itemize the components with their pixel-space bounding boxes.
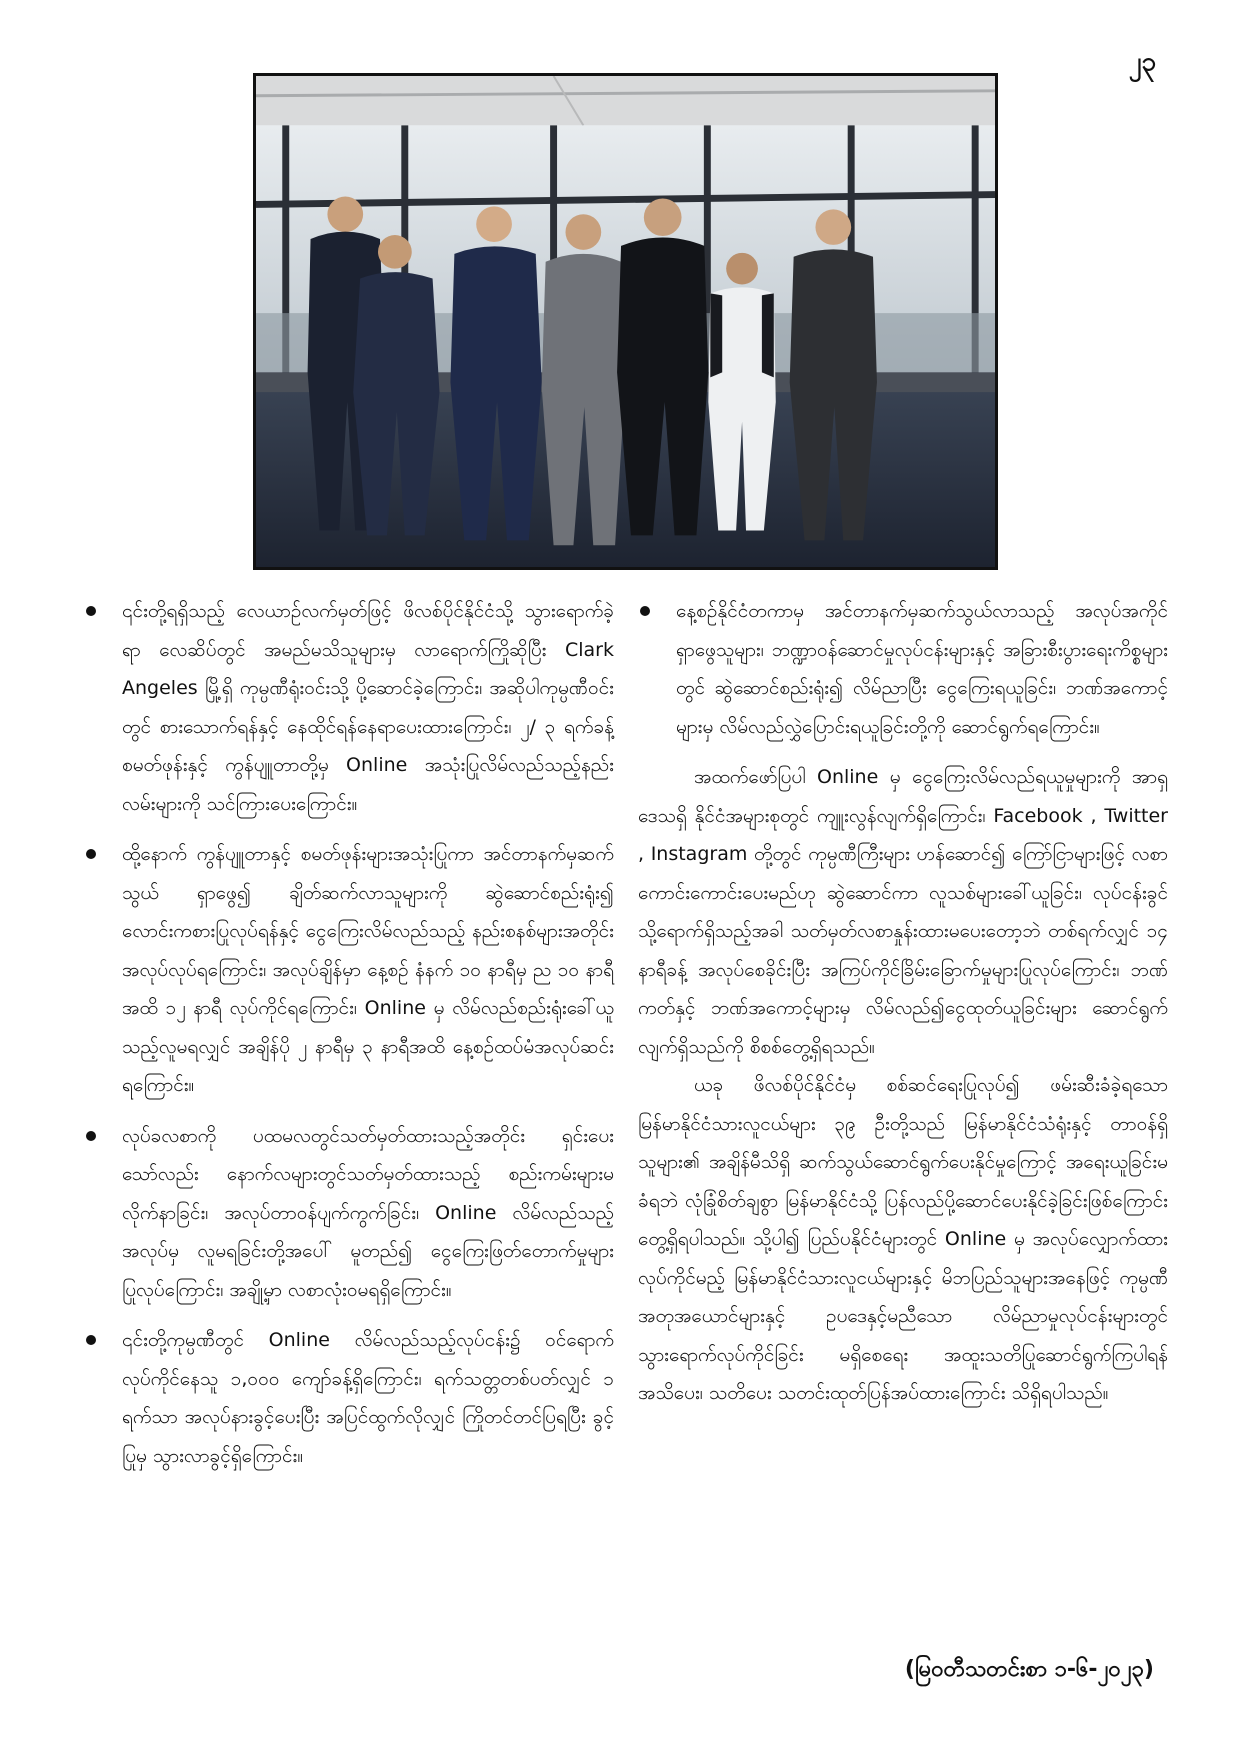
list-item: ထို့နောက် ကွန်ပျူတာနှင့် စမတ်ဖုန်းများအသုံးပြုကာ အင်တာနက်မှဆက်သွယ် ရှာဖွေ၍ ချိတ်ဆက်လာသူများကို ဆွဲဆောင်စည်းရုံး၍ လောင်းကစားပြုလုပ်ရန်နှင့် ငွေကြေးလိမ်လည်သည့် နည်းစနစ်များအတိုင်း အလုပ်လုပ်ရကြောင်း၊ အလုပ်ချိန်မှာ နေ့စဉ် နံနက် ၁၀ နာရီမှ ည ၁၀ နာရီအထိ ၁၂ နာရီ လုပ်ကိုင်ရကြောင်း၊ Online မှ လိမ်လည်စည်းရုံးခေါ်ယူသည့်လူမရလျှင် အချိန်ပို ၂ နာရီမှ ၃ နာရီအထိ နေ့စဉ်ထပ်မံအလုပ်ဆင်းရကြောင်း။ <box>84 835 614 1105</box>
list-item: ၎င်းတို့ရရှိသည့် လေယာဉ်လက်မှတ်ဖြင့် ဖိလစ်ပိုင်နိုင်ငံသို့ သွားရောက်ခဲ့ရာ လေဆိပ်တွင် အမည်မသိသူများမှ လာရောက်ကြိုဆိုပြီး Clark Angeles မြို့ရှိ ကုမ္ပဏီရုံးဝင်းသို့ ပို့ဆောင်ခဲ့ကြောင်း၊ အဆိုပါကုမ္ပဏီဝင်းတွင် စားသောက်ရန်နှင့် နေထိုင်ရန်နေရာပေးထားကြောင်း၊ ၂/ ၃ ရက်ခန့် စမတ်ဖုန်းနှင့် ကွန်ပျူတာတို့မှ Online အသုံးပြုလိမ်လည်သည့်နည်းလမ်းများကို သင်ကြားပေးကြောင်း။ <box>84 592 614 823</box>
source-citation: (မြဝတီသတင်းစာ ၁-၆-၂၀၂၃) <box>904 1657 1154 1682</box>
body-paragraph: အထက်ဖော်ပြပါ Online မှ ငွေကြေးလိမ်လည်ရယူမှုများကို အာရှဒေသရှိ နိုင်ငံအများစုတွင် ကျူးလွန်လျက်ရှိကြောင်း၊ Facebook , Twitter , Instagram တို့တွင် ကုမ္ပဏီကြီးများ ဟန်ဆောင်၍ ကြော်ငြာများဖြင့် လစာကောင်းကောင်းပေးမည်ဟု ဆွဲဆောင်ကာ လူသစ်များခေါ်ယူခြင်း၊ လုပ်ငန်းခွင်သို့ရောက်ရှိသည့်အခါ သတ်မှတ်လစာနှုန်းထားမပေးတော့ဘဲ တစ်ရက်လျှင် ၁၄ နာရီခန့် အလုပ်စေခိုင်းပြီး အကြပ်ကိုင်ခြိမ်းခြောက်မှုများပြုလုပ်ကြောင်း၊ ဘဏ်ကတ်နှင့် ဘဏ်အကောင့်များမှ လိမ်လည်၍ငွေထုတ်ယူခြင်းများ ဆောင်ရွက်လျက်ရှိသည်ကို စိစစ်တွေ့ရှိရသည်။ <box>638 766 1168 1058</box>
right-bullet-list <box>638 592 1168 746</box>
left-column <box>84 592 614 1487</box>
body-paragraph: ယခု ဖိလစ်ပိုင်နိုင်ငံမှ စစ်ဆင်ရေးပြုလုပ်၍ ဖမ်းဆီးခံခဲ့ရသော မြန်မာနိုင်ငံသားလူငယ်များ ၃၉ ဦးတို့သည် မြန်မာနိုင်ငံသံရုံးနှင့် တာဝန်ရှိသူများ၏ အချိန်မီသိရှိ ဆက်သွယ်ဆောင်ရွက်ပေးနိုင်မှုကြောင့် အရေးယူခြင်းမခံရဘဲ လုံခြုံစိတ်ချစွာ မြန်မာနိုင်ငံသို့ ပြန်လည်ပို့ဆောင်ပေးနိုင်ခဲ့ခြင်းဖြစ်ကြောင်း တွေ့ရှိရပါသည်။ သို့ပါ၍ ပြည်ပနိုင်ငံများတွင် Online မှ အလုပ်လျှောက်ထားလုပ်ကိုင်မည့် မြန်မာနိုင်ငံသားလူငယ်များနှင့် မိဘပြည်သူများအနေဖြင့် ကုမ္ပဏီအတုအယောင်များနှင့် ဥပဒေနှင့်မညီသော လိမ်ညာမှုလုပ်ငန်းများတွင် သွားရောက်လုပ်ကိုင်ခြင်း မရှိစေရေး အထူးသတိပြုဆောင်ရွက်ကြပါရန် အသိပေး၊ သတိပေး သတင်းထုတ်ပြန်အပ်ထားကြောင်း သိရှိရပါသည်။ <box>638 1074 1168 1404</box>
page-number: ၂၃ <box>1128 47 1156 77</box>
group-photo <box>253 73 998 570</box>
right-column <box>638 592 1168 1413</box>
airport-group-photo-illustration <box>256 76 995 567</box>
list-item: လုပ်ခလစာကို ပထမလတွင်သတ်မှတ်ထားသည့်အတိုင်း ရှင်းပေးသော်လည်း နောက်လများတွင်သတ်မှတ်ထားသည့် စည်းကမ်းများမလိုက်နာခြင်း၊ အလုပ်တာဝန်ပျက်ကွက်ခြင်း၊ Online လိမ်လည်သည့်အလုပ်မှ လူမရခြင်းတို့အပေါ် မူတည်၍ ငွေကြေးဖြတ်တောက်မှုများပြုလုပ်ကြောင်း၊ အချို့မှာ လစာလုံးဝမရရှိကြောင်း။ <box>84 1117 614 1310</box>
list-item: နေ့စဉ်နိုင်ငံတကာမှ အင်တာနက်မှဆက်သွယ်လာသည့် အလုပ်အကိုင်ရှာဖွေသူများ၊ ဘဏ္ဍာဝန်ဆောင်မှုလုပ်ငန်းများနှင့် အခြားစီးပွားရေးကိစ္စများတွင် ဆွဲဆောင်စည်းရုံး၍ လိမ်ညာပြီး ငွေကြေးရယူခြင်း၊ ဘဏ်အကောင့်များမှ လိမ်လည်လွှဲပြောင်းရယူခြင်းတို့ကို ဆောင်ရွက်ရကြောင်း။ <box>638 592 1168 746</box>
list-item: ၎င်းတို့ကုမ္ပဏီတွင် Online လိမ်လည်သည့်လုပ်ငန်း၌ ဝင်ရောက်လုပ်ကိုင်နေသူ ၁,၀၀၀ ကျော်ခန့်ရှိကြောင်း၊ ရက်သတ္တတစ်ပတ်လျှင် ၁ ရက်သာ အလုပ်နားခွင့်ပေးပြီး အပြင်ထွက်လိုလျှင် ကြိုတင်တင်ပြရပြီး ခွင့်ပြုမှ သွားလာခွင့်ရှိကြောင်း။ <box>84 1321 614 1475</box>
left-bullet-list <box>84 592 614 1475</box>
